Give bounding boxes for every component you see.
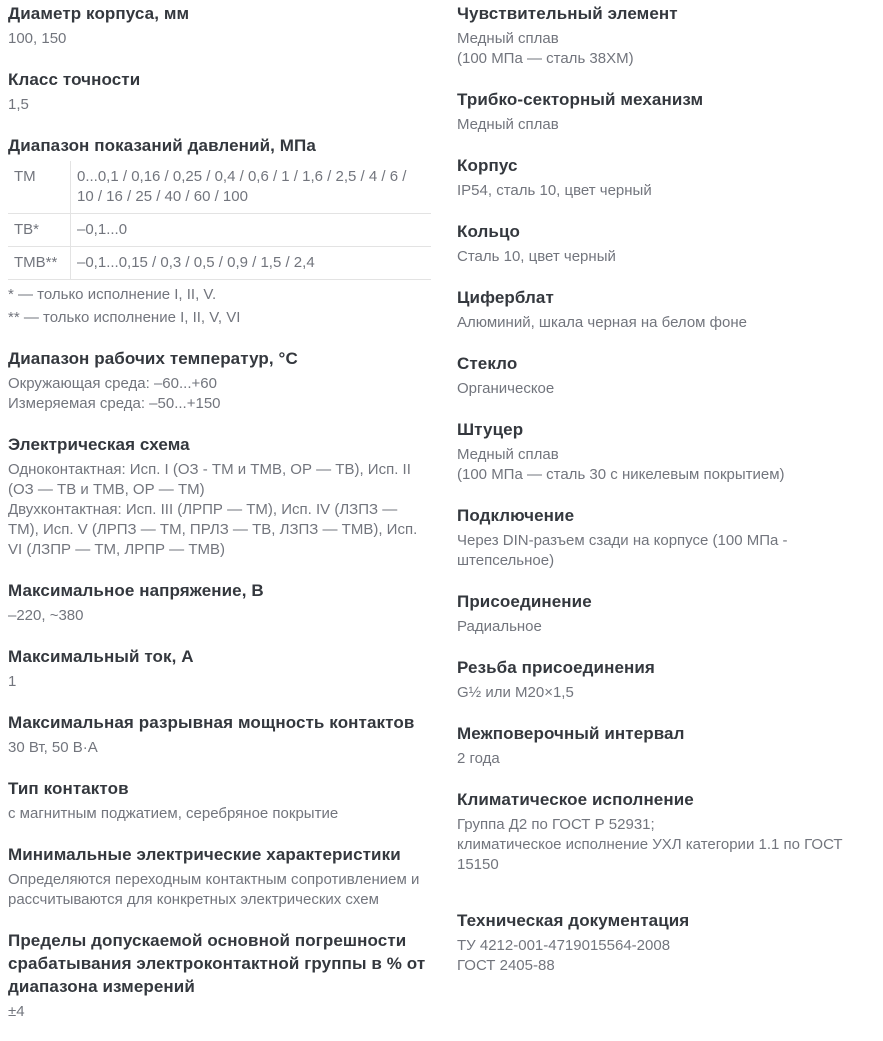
spec-section-value: Медный сплав: [457, 30, 559, 47]
spec-section-value: ТУ 4212-001-4719015564-2008: [457, 937, 671, 954]
spec-section: [457, 656, 871, 703]
spec-section: [457, 220, 871, 267]
spec-section-title: Класс точности: [8, 70, 141, 89]
spec-section: [457, 88, 871, 135]
table-footnote: * — только исполнение I, II, V.: [8, 286, 217, 303]
spec-section-value: Через DIN-разъем сзади на корпусе (100 МПа - штепсельное): [457, 532, 788, 569]
spec-section: [457, 909, 871, 976]
spec-section: [457, 154, 871, 201]
spec-section: [457, 418, 871, 485]
spec-section-value: Группа Д2 по ГОСТ Р 52931;: [457, 816, 655, 833]
spec-section: [8, 843, 431, 910]
spec-section: [457, 286, 871, 333]
spec-section: [8, 68, 431, 115]
spec-section-value: Алюминий, шкала черная на белом фоне: [457, 314, 747, 331]
spec-section-title: Диаметр корпуса, мм: [8, 4, 190, 23]
spec-section-value: (100 МПа — сталь 30 с никелевым покрытием): [457, 466, 785, 483]
spec-section-title: Циферблат: [457, 288, 554, 307]
spec-section-title: Корпус: [457, 156, 518, 175]
spec-section-title: Максимальное напряжение, В: [8, 581, 264, 600]
spec-section-value: Органическое: [457, 380, 555, 397]
spec-section-value: (100 МПа — сталь 38ХМ): [457, 50, 634, 67]
spec-section-value: ГОСТ 2405-88: [457, 957, 555, 974]
spec-section-title: Климатическое исполнение: [457, 790, 694, 809]
spec-section: [8, 645, 431, 692]
spec-section: [8, 433, 431, 560]
spec-section-value: 30 Вт, 50 В·А: [8, 739, 98, 756]
spec-section: [8, 134, 431, 328]
table-row-value: –0,1...0: [71, 214, 432, 247]
spec-section: [457, 2, 871, 69]
table-row: [8, 214, 431, 247]
spec-section-value: Радиальное: [457, 618, 542, 635]
spec-section: [8, 777, 431, 824]
spec-section: [8, 347, 431, 414]
spec-section-title: Резьба присоединения: [457, 658, 655, 677]
spec-section-value: ±4: [8, 1003, 25, 1020]
spec-section-value: Измеряемая среда: –50...+150: [8, 395, 221, 412]
table-footnote: ** — только исполнение I, II, V, VI: [8, 309, 241, 326]
spec-section-title: Пределы допускаемой основной погрешности срабатывания электроконтактной группы в % от диапазона измерений: [8, 931, 426, 996]
spec-section: [457, 590, 871, 637]
spec-section-value: IP54, сталь 10, цвет черный: [457, 182, 652, 199]
spec-section-title: Диапазон показаний давлений, МПа: [8, 136, 316, 155]
spec-section-title: Тип контактов: [8, 779, 129, 798]
spec-section-value: G½ или M20×1,5: [457, 684, 574, 701]
spec-section-title: Техническая документация: [457, 911, 690, 930]
pressure-range-table: [8, 161, 431, 280]
table-row-label: ТМВ**: [8, 247, 71, 280]
spec-section-title: Присоединение: [457, 592, 592, 611]
spec-section-title: Кольцо: [457, 222, 521, 241]
spec-section-value: Одноконтактная: Исп. I (ОЗ - ТМ и ТМВ, ОР — ТВ), Исп. II (ОЗ — ТВ и ТМВ, ОР — ТМ): [8, 461, 411, 498]
spec-section-value: 100, 150: [8, 30, 67, 47]
spec-section-value: 1,5: [8, 96, 29, 113]
spec-section-title: Трибко-секторный механизм: [457, 90, 704, 109]
table-row-label: ТМ: [8, 161, 71, 214]
spec-section-value: 1: [8, 673, 17, 690]
spec-section-value: 2 года: [457, 750, 500, 767]
spec-section-title: Чувствительный элемент: [457, 4, 678, 23]
spec-section-value: Медный сплав: [457, 446, 559, 463]
spec-section: [457, 722, 871, 769]
spec-section: [457, 788, 871, 875]
spec-section: [457, 504, 871, 571]
spec-section-title: Максимальный ток, А: [8, 647, 194, 666]
table-row: [8, 161, 431, 214]
spec-section-value: климатическое исполнение УХЛ категории 1.1 по ГОСТ 15150: [457, 836, 843, 873]
spec-section: [8, 579, 431, 626]
spec-section-title: Стекло: [457, 354, 518, 373]
spec-section-title: Межповерочный интервал: [457, 724, 685, 743]
spec-section-title: Подключение: [457, 506, 575, 525]
spec-section: [457, 352, 871, 399]
spec-column-left: [0, 2, 441, 1041]
spec-section: [8, 2, 431, 49]
spec-section-value: –220, ~380: [8, 607, 84, 624]
spec-column-right: [441, 2, 883, 1041]
spec-section-value: Сталь 10, цвет черный: [457, 248, 616, 265]
table-row-label: ТВ*: [8, 214, 71, 247]
table-row-value: –0,1...0,15 / 0,3 / 0,5 / 0,9 / 1,5 / 2,4: [71, 247, 432, 280]
spec-section: [8, 711, 431, 758]
table-row-value: 0...0,1 / 0,16 / 0,25 / 0,4 / 0,6 / 1 / 1,6 / 2,5 / 4 / 6 / 10 / 16 / 25 / 40 / 60 / 100: [71, 161, 432, 214]
spec-section-title: Штуцер: [457, 420, 524, 439]
spec-section-value: Двухконтактная: Исп. III (ЛРПР — ТМ), Исп. IV (ЛЗПЗ — ТМ), Исп. V (ЛРПЗ — ТМ, ПРЛЗ — ТВ, ЛЗПЗ — ТМВ), Исп. VI (ЛЗПР — ТМ, ЛРПР — ТМВ): [8, 501, 418, 558]
table-row: [8, 247, 431, 280]
spec-section-title: Диапазон рабочих температур, °С: [8, 349, 298, 368]
spec-section-title: Максимальная разрывная мощность контактов: [8, 713, 415, 732]
spec-section-value: Медный сплав: [457, 116, 559, 133]
spec-section-value: Определяются переходным контактным сопротивлением и рассчитываются для конкретных электрических схем: [8, 871, 420, 908]
spec-section-value: Окружающая среда: –60...+60: [8, 375, 217, 392]
spec-section-value: с магнитным поджатием, серебряное покрытие: [8, 805, 339, 822]
spec-section: [8, 929, 431, 1022]
spec-section-title: Электрическая схема: [8, 435, 190, 454]
spec-section-title: Минимальные электрические характеристики: [8, 845, 401, 864]
